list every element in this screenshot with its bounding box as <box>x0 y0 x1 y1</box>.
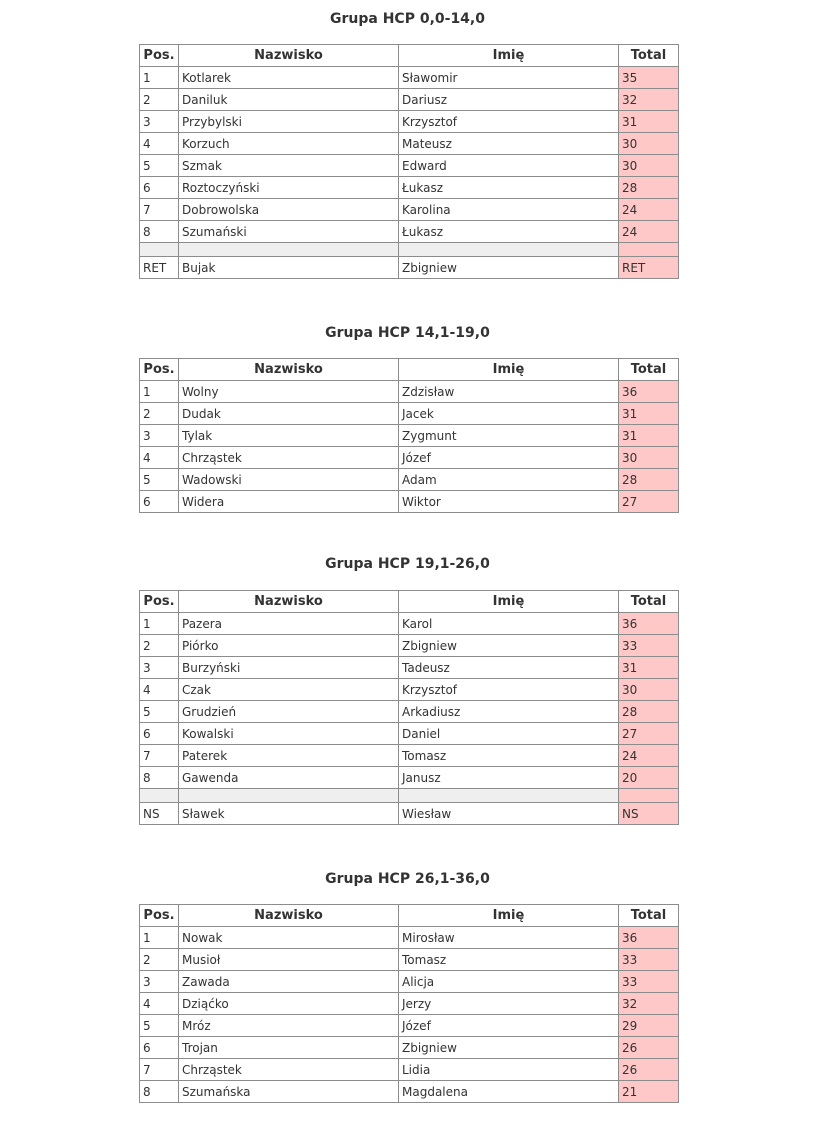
surname-cell: Korzuch <box>179 133 399 155</box>
pos-cell: 2 <box>140 89 179 111</box>
surname-cell: Kotlarek <box>179 67 399 89</box>
total-cell: 24 <box>619 199 679 221</box>
spacer-cell <box>399 243 619 257</box>
table-row <box>140 447 679 469</box>
first-name-cell: Adam <box>399 469 619 491</box>
surname-cell: Bujak <box>179 257 399 279</box>
surname-cell: Pazera <box>179 613 399 635</box>
surname-cell: Szmak <box>179 155 399 177</box>
first-name-cell: Edward <box>399 155 619 177</box>
table-row <box>140 221 679 243</box>
first-name-cell: Sławomir <box>399 67 619 89</box>
pos-cell: 2 <box>140 949 179 971</box>
table-row <box>140 199 679 221</box>
pos-cell: RET <box>140 257 179 279</box>
surname-cell: Burzyński <box>179 657 399 679</box>
pos-cell: 8 <box>140 1081 179 1103</box>
surname-cell: Widera <box>179 491 399 513</box>
pos-cell: 2 <box>140 635 179 657</box>
surname-cell: Grudzień <box>179 701 399 723</box>
table-row <box>140 491 679 513</box>
table-row <box>140 257 679 279</box>
total-cell: 29 <box>619 1015 679 1037</box>
total-cell: 36 <box>619 927 679 949</box>
header-row <box>140 45 679 67</box>
table-row <box>140 657 679 679</box>
surname-cell: Chrząstek <box>179 1059 399 1081</box>
total-cell: RET <box>619 257 679 279</box>
surname-cell: Nowak <box>179 927 399 949</box>
first-name-cell: Lidia <box>399 1059 619 1081</box>
first-name-cell: Zbigniew <box>399 257 619 279</box>
total-cell: 33 <box>619 971 679 993</box>
total-cell: 31 <box>619 403 679 425</box>
surname-cell: Wolny <box>179 381 399 403</box>
results-table <box>139 904 679 1103</box>
header-row <box>140 905 679 927</box>
surname-cell: Trojan <box>179 1037 399 1059</box>
first-name-cell: Wiesław <box>399 803 619 825</box>
surname-cell: Dobrowolska <box>179 199 399 221</box>
surname-cell: Gawenda <box>179 767 399 789</box>
table-row <box>140 971 679 993</box>
first-name-cell: Józef <box>399 1015 619 1037</box>
spacer-cell <box>140 243 179 257</box>
table-row <box>140 155 679 177</box>
first-name-cell: Wiktor <box>399 491 619 513</box>
first-name-cell: Magdalena <box>399 1081 619 1103</box>
pos-cell: 7 <box>140 1059 179 1081</box>
total-cell: 32 <box>619 89 679 111</box>
table-row <box>140 1015 679 1037</box>
first-name-cell: Zbigniew <box>399 635 619 657</box>
total-cell: 30 <box>619 447 679 469</box>
first-name-cell: Jacek <box>399 403 619 425</box>
results-table <box>139 358 679 513</box>
first-name-cell: Tomasz <box>399 949 619 971</box>
table-row <box>140 425 679 447</box>
pos-cell: 3 <box>140 111 179 133</box>
table-row <box>140 177 679 199</box>
table-row <box>140 1081 679 1103</box>
header-row <box>140 359 679 381</box>
total-header: Total <box>619 591 679 613</box>
pos-cell: 3 <box>140 425 179 447</box>
first-name-header: Imię <box>399 45 619 67</box>
total-cell: 30 <box>619 155 679 177</box>
total-cell: 35 <box>619 67 679 89</box>
total-cell: 20 <box>619 767 679 789</box>
pos-header: Pos. <box>140 359 179 381</box>
total-cell: 31 <box>619 425 679 447</box>
table-row <box>140 745 679 767</box>
total-header: Total <box>619 905 679 927</box>
surname-header: Nazwisko <box>179 905 399 927</box>
surname-cell: Zawada <box>179 971 399 993</box>
first-name-cell: Mirosław <box>399 927 619 949</box>
total-cell: 33 <box>619 949 679 971</box>
spacer-cell <box>179 243 399 257</box>
first-name-cell: Janusz <box>399 767 619 789</box>
pos-cell: 1 <box>140 927 179 949</box>
pos-cell: 4 <box>140 133 179 155</box>
group-title: Grupa HCP 26,1-36,0 <box>325 871 490 887</box>
total-cell: 27 <box>619 723 679 745</box>
surname-cell: Paterek <box>179 745 399 767</box>
first-name-cell: Daniel <box>399 723 619 745</box>
table-row <box>140 767 679 789</box>
surname-cell: Czak <box>179 679 399 701</box>
pos-cell: 5 <box>140 469 179 491</box>
first-name-cell: Dariusz <box>399 89 619 111</box>
surname-cell: Dziąćko <box>179 993 399 1015</box>
first-name-cell: Tomasz <box>399 745 619 767</box>
spacer-cell <box>619 243 679 257</box>
total-cell: NS <box>619 803 679 825</box>
pos-cell: 6 <box>140 177 179 199</box>
table-row <box>140 469 679 491</box>
first-name-cell: Łukasz <box>399 177 619 199</box>
pos-cell: 1 <box>140 381 179 403</box>
surname-cell: Piórko <box>179 635 399 657</box>
table-row <box>140 993 679 1015</box>
pos-cell: 8 <box>140 221 179 243</box>
surname-header: Nazwisko <box>179 359 399 381</box>
first-name-cell: Józef <box>399 447 619 469</box>
pos-cell: 4 <box>140 679 179 701</box>
total-cell: 31 <box>619 111 679 133</box>
pos-cell: NS <box>140 803 179 825</box>
total-cell: 26 <box>619 1059 679 1081</box>
first-name-cell: Zbigniew <box>399 1037 619 1059</box>
table-row <box>140 1059 679 1081</box>
surname-cell: Szumańska <box>179 1081 399 1103</box>
total-cell: 30 <box>619 679 679 701</box>
first-name-cell: Tadeusz <box>399 657 619 679</box>
total-cell: 28 <box>619 177 679 199</box>
first-name-cell: Mateusz <box>399 133 619 155</box>
first-name-cell: Karol <box>399 613 619 635</box>
results-table <box>139 590 679 825</box>
total-cell: 26 <box>619 1037 679 1059</box>
total-cell: 30 <box>619 133 679 155</box>
pos-cell: 4 <box>140 993 179 1015</box>
table-row <box>140 403 679 425</box>
pos-cell: 4 <box>140 447 179 469</box>
surname-cell: Wadowski <box>179 469 399 491</box>
table-row <box>140 1037 679 1059</box>
total-cell: 33 <box>619 635 679 657</box>
table-row <box>140 133 679 155</box>
first-name-cell: Alicja <box>399 971 619 993</box>
table-row <box>140 679 679 701</box>
total-cell: 24 <box>619 221 679 243</box>
surname-cell: Musioł <box>179 949 399 971</box>
pos-cell: 6 <box>140 1037 179 1059</box>
total-cell: 28 <box>619 701 679 723</box>
first-name-cell: Krzysztof <box>399 111 619 133</box>
total-cell: 27 <box>619 491 679 513</box>
surname-cell: Chrząstek <box>179 447 399 469</box>
first-name-cell: Łukasz <box>399 221 619 243</box>
table-row <box>140 927 679 949</box>
group-title: Grupa HCP 19,1-26,0 <box>325 556 490 572</box>
surname-cell: Szumański <box>179 221 399 243</box>
surname-header: Nazwisko <box>179 591 399 613</box>
surname-cell: Daniluk <box>179 89 399 111</box>
table-row <box>140 67 679 89</box>
table-row <box>140 701 679 723</box>
total-cell: 28 <box>619 469 679 491</box>
spacer-cell <box>619 789 679 803</box>
surname-cell: Roztoczyński <box>179 177 399 199</box>
surname-cell: Mróz <box>179 1015 399 1037</box>
surname-header: Nazwisko <box>179 45 399 67</box>
group-title: Grupa HCP 0,0-14,0 <box>330 11 485 27</box>
total-header: Total <box>619 45 679 67</box>
surname-cell: Kowalski <box>179 723 399 745</box>
surname-cell: Dudak <box>179 403 399 425</box>
first-name-header: Imię <box>399 359 619 381</box>
first-name-header: Imię <box>399 905 619 927</box>
pos-cell: 6 <box>140 491 179 513</box>
table-row <box>140 723 679 745</box>
table-row <box>140 803 679 825</box>
pos-header: Pos. <box>140 905 179 927</box>
pos-cell: 5 <box>140 701 179 723</box>
table-row <box>140 381 679 403</box>
total-cell: 31 <box>619 657 679 679</box>
group-title: Grupa HCP 14,1-19,0 <box>325 325 490 341</box>
table-row <box>140 635 679 657</box>
total-header: Total <box>619 359 679 381</box>
table-row <box>140 89 679 111</box>
table-row <box>140 111 679 133</box>
pos-cell: 3 <box>140 971 179 993</box>
pos-cell: 3 <box>140 657 179 679</box>
first-name-header: Imię <box>399 591 619 613</box>
spacer-cell <box>399 789 619 803</box>
header-row <box>140 591 679 613</box>
pos-cell: 7 <box>140 199 179 221</box>
total-cell: 32 <box>619 993 679 1015</box>
pos-cell: 6 <box>140 723 179 745</box>
spacer-row <box>140 243 679 257</box>
spacer-row <box>140 789 679 803</box>
total-cell: 36 <box>619 381 679 403</box>
first-name-cell: Zygmunt <box>399 425 619 447</box>
first-name-cell: Krzysztof <box>399 679 619 701</box>
total-cell: 24 <box>619 745 679 767</box>
table-row <box>140 613 679 635</box>
first-name-cell: Arkadiusz <box>399 701 619 723</box>
surname-cell: Sławek <box>179 803 399 825</box>
pos-cell: 8 <box>140 767 179 789</box>
results-table <box>139 44 679 279</box>
pos-cell: 2 <box>140 403 179 425</box>
pos-cell: 7 <box>140 745 179 767</box>
pos-cell: 5 <box>140 155 179 177</box>
pos-cell: 5 <box>140 1015 179 1037</box>
surname-cell: Tylak <box>179 425 399 447</box>
pos-header: Pos. <box>140 591 179 613</box>
pos-header: Pos. <box>140 45 179 67</box>
table-row <box>140 949 679 971</box>
first-name-cell: Jerzy <box>399 993 619 1015</box>
surname-cell: Przybylski <box>179 111 399 133</box>
total-cell: 36 <box>619 613 679 635</box>
first-name-cell: Zdzisław <box>399 381 619 403</box>
total-cell: 21 <box>619 1081 679 1103</box>
pos-cell: 1 <box>140 613 179 635</box>
spacer-cell <box>140 789 179 803</box>
spacer-cell <box>179 789 399 803</box>
pos-cell: 1 <box>140 67 179 89</box>
first-name-cell: Karolina <box>399 199 619 221</box>
